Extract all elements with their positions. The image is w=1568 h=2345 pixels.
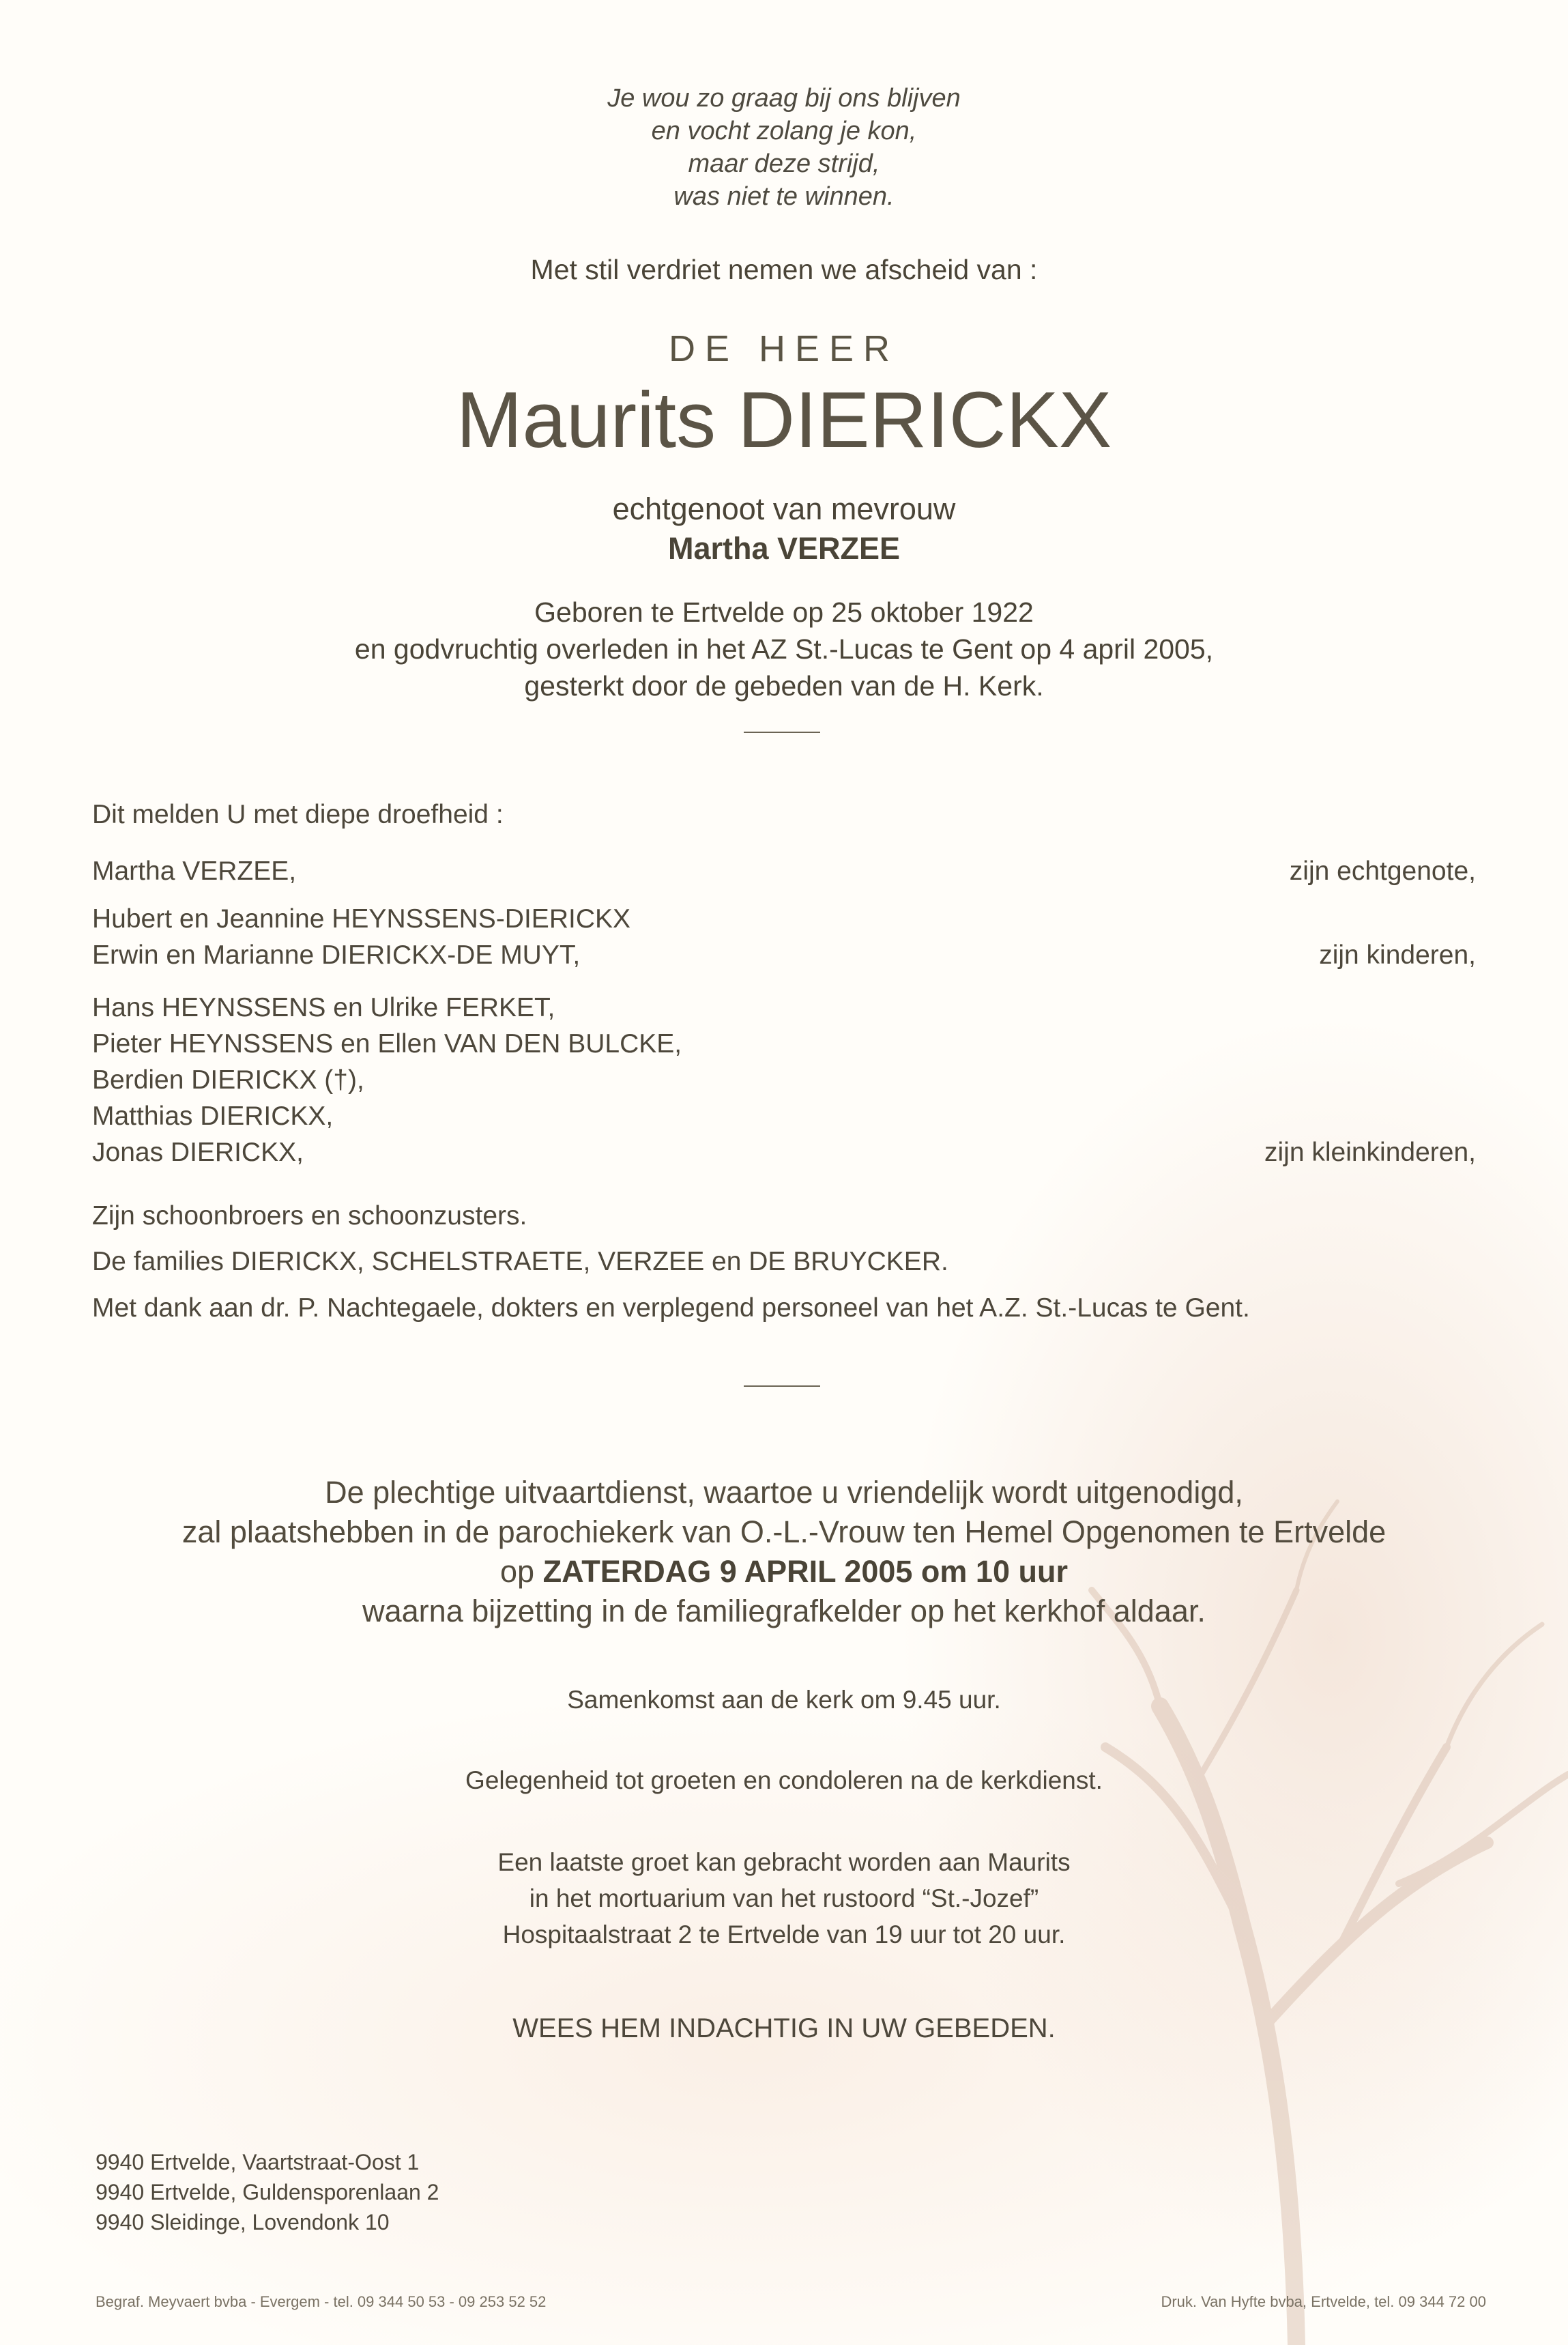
thanks-line: Met dank aan dr. P. Nachtegaele, dokters en verplegend personeel van het A.Z. St.-Lucas te Gent. — [92, 1293, 1250, 1323]
poem-line: maar deze strijd, — [688, 149, 880, 178]
family-child: Hubert en Jeannine HEYNSSENS-DIERICKX — [92, 904, 631, 934]
closing-prayer: WEES HEM INDACHTIG IN UW GEBEDEN. — [512, 2013, 1056, 2043]
condolences-text: Gelegenheid tot groeten en condoleren na de kerkdienst. — [465, 1766, 1103, 1794]
burial-line: waarna bijzetting in de familiegrafkelder op het kerkhof aldaar. — [362, 1594, 1206, 1628]
role-grandchildren: zijn kleinkinderen, — [1264, 1138, 1476, 1167]
printer-footer: Druk. Van Hyfte bvba, Ertvelde, tel. 09 344 72 00 — [1161, 2293, 1486, 2310]
service-date-prefix: op — [500, 1554, 535, 1589]
family-child: Erwin en Marianne DIERICKX-DE MUYT, — [92, 940, 581, 970]
address-line: 9940 Ertvelde, Vaartstraat-Oost 1 — [96, 2150, 420, 2174]
family-spouse: Martha VERZEE, — [92, 857, 297, 886]
family-grandchild: Hans HEYNSSENS en Ulrike FERKET, — [92, 993, 555, 1022]
family-addresses — [96, 2147, 439, 2237]
farewell-line: in het mortuarium van het rustoord “St.-Jozef” — [529, 1884, 1039, 1912]
birth-line: Geboren te Ertvelde op 25 oktober 1922 — [534, 596, 1034, 628]
poem-line: was niet te winnen. — [673, 182, 895, 211]
intro-text: Met stil verdriet nemen we afscheid van : — [530, 254, 1038, 285]
birth-death-details — [0, 594, 1568, 704]
sacrament-line: gesterkt door de gebeden van de H. Kerk. — [524, 670, 1044, 702]
families-line: De families DIERICKX, SCHELSTRAETE, VERZEE en DE BRUYCKER. — [92, 1247, 948, 1276]
farewell-details — [0, 1844, 1568, 1953]
funeral-home-footer: Begraf. Meyvaert bvba - Evergem - tel. 09 344 50 53 - 09 253 52 52 — [96, 2293, 547, 2310]
family-grandchild: Pieter HEYNSSENS en Ellen VAN DEN BULCKE, — [92, 1029, 682, 1059]
spouse-relation: echtgenoot van mevrouw — [612, 491, 956, 526]
death-line: en godvruchtig overleden in het AZ St.-Lucas te Gent op 4 april 2005, — [354, 633, 1214, 665]
role-spouse: zijn echtgenote, — [1289, 857, 1476, 886]
funeral-service-details — [0, 1473, 1568, 1631]
poem-line: en vocht zolang je kon, — [651, 117, 917, 145]
in-laws-line: Zijn schoonbroers en schoonzusters. — [92, 1201, 527, 1231]
poem-line: Je wou zo graag bij ons blijven — [607, 84, 961, 113]
honorific-title: DE HEER — [668, 328, 900, 369]
service-datetime — [0, 1552, 1568, 1592]
service-location: zal plaatshebben in de parochiekerk van O.-L.-Vrouw ten Hemel Opgenomen te Ertvelde — [182, 1514, 1386, 1549]
deceased-name: Maurits DIERICKX — [456, 375, 1112, 464]
address-line: 9940 Ertvelde, Guldensporenlaan 2 — [96, 2180, 439, 2204]
announce-text: Dit melden U met diepe droefheid : — [92, 800, 504, 829]
divider — [744, 1385, 820, 1387]
role-children: zijn kinderen, — [1319, 940, 1476, 970]
divider — [744, 732, 820, 733]
family-grandchild: Matthias DIERICKX, — [92, 1102, 334, 1131]
address-line: 9940 Sleidinge, Lovendonk 10 — [96, 2210, 390, 2234]
service-invitation: De plechtige uitvaartdienst, waartoe u vriendelijk wordt uitgenodigd, — [325, 1475, 1243, 1510]
family-grandchild: Berdien DIERICKX (†), — [92, 1065, 364, 1095]
service-date: ZATERDAG 9 APRIL 2005 om 10 uur — [542, 1554, 1068, 1589]
opening-poem — [0, 82, 1568, 213]
family-grandchild: Jonas DIERICKX, — [92, 1138, 304, 1167]
farewell-line: Hospitaalstraat 2 te Ertvelde van 19 uur tot 20 uur. — [502, 1920, 1066, 1948]
spouse-name: Martha VERZEE — [667, 531, 901, 566]
gathering-text: Samenkomst aan de kerk om 9.45 uur. — [567, 1686, 1001, 1714]
farewell-line: Een laatste groet kan gebracht worden aan Maurits — [497, 1848, 1071, 1876]
